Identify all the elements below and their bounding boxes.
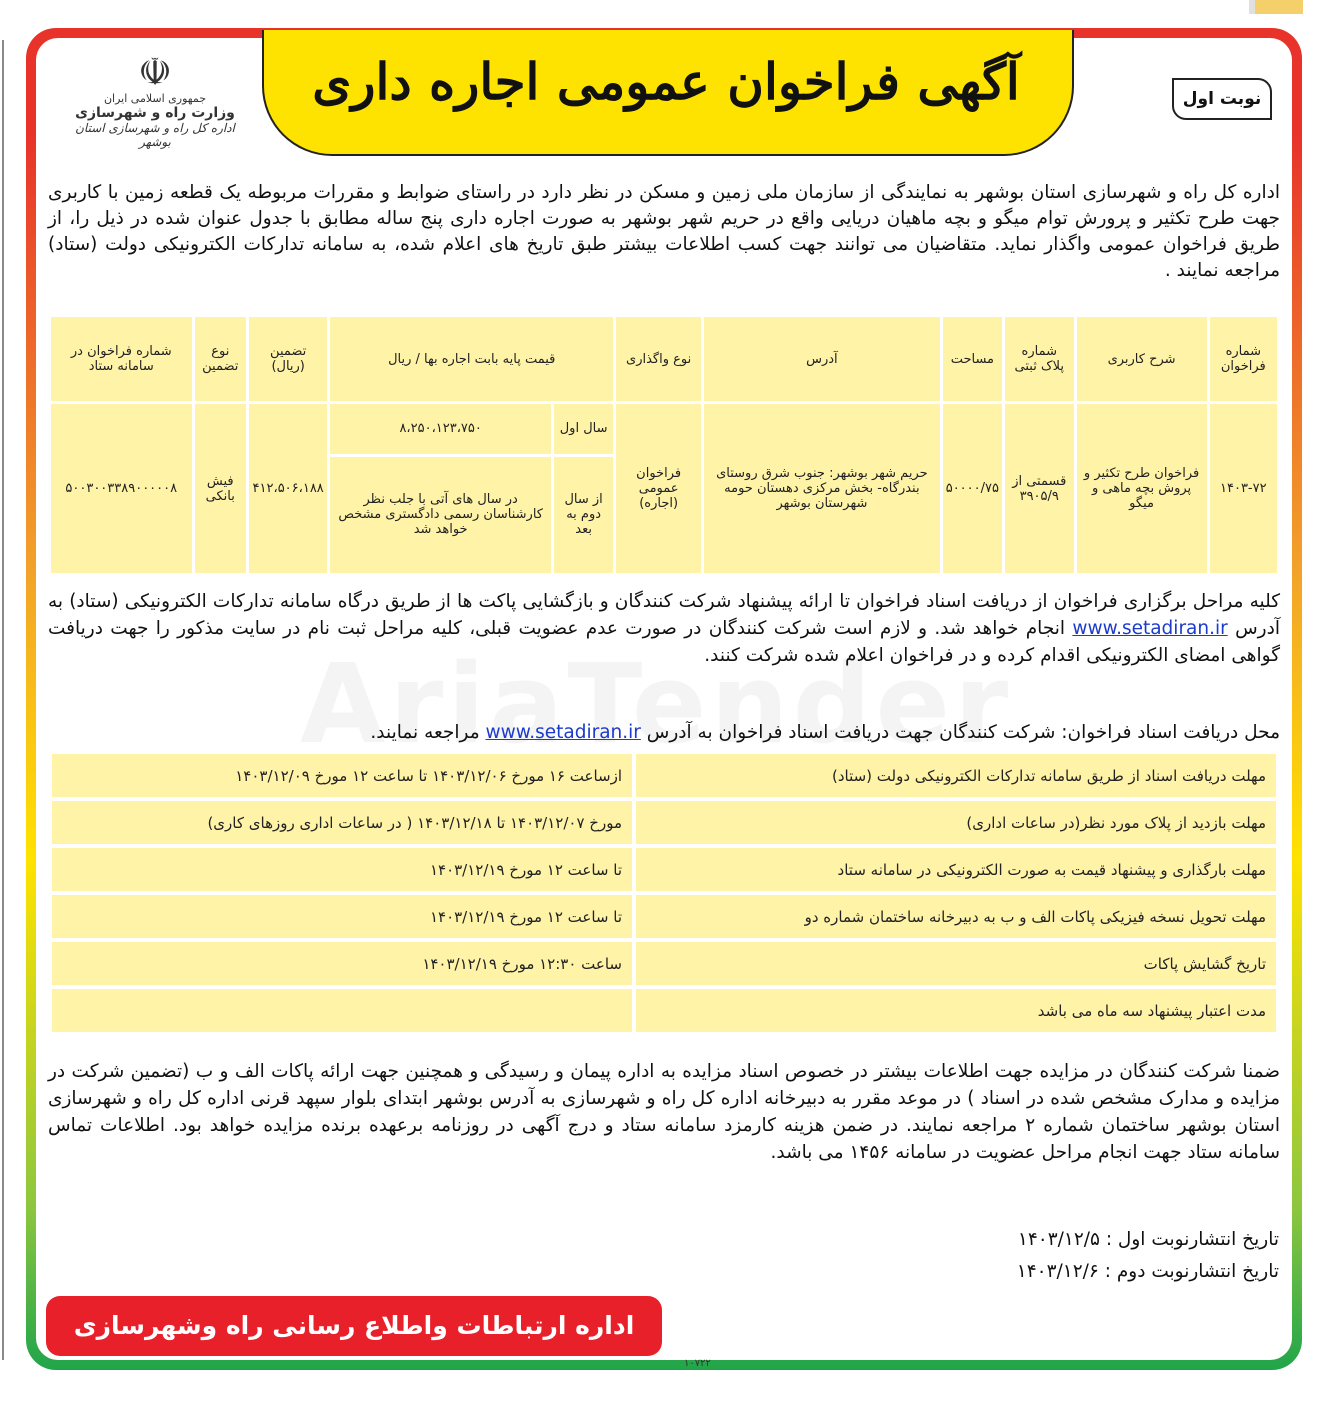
schedule-label: مهلت تحویل نسخه فیزیکی پاکات الف و ب به دبیرخانه ساختمان شماره دو bbox=[634, 893, 1278, 940]
stages-paragraph bbox=[48, 588, 1280, 669]
schedule-label: مهلت بارگذاری و پیشنهاد قیمت به صورت الکترونیکی در سامانه ستاد bbox=[634, 846, 1278, 893]
publish-dates bbox=[1017, 1224, 1279, 1288]
schedule-label: مهلت بازدید از پلاک مورد نظر(در ساعات اداری) bbox=[634, 799, 1278, 846]
publish-second: تاریخ انتشارنوبت دوم : ۱۴۰۳/۱۲/۶ bbox=[1016, 1261, 1279, 1282]
cell-year2-label: از سال دوم به بعد bbox=[553, 455, 615, 574]
emblem-line3: اداره کل راه و شهرسازی استان بوشهر bbox=[75, 121, 235, 149]
ad-code: ۱۰۷۲۲ bbox=[684, 1358, 711, 1369]
cell-type: فراخوان عمومی (اجاره) bbox=[615, 403, 703, 575]
page-edge-line bbox=[2, 40, 4, 1360]
cell-usage: فراخوان طرح تکثیر و پروش بچه ماهی و میگو bbox=[1075, 403, 1208, 575]
schedule-value: مورخ ۱۴۰۳/۱۲/۰۷ تا ۱۴۰۳/۱۲/۱۸ ( در ساعات اداری روزهای کاری) bbox=[50, 799, 634, 846]
schedule-table bbox=[48, 750, 1280, 1036]
tender-table bbox=[48, 314, 1280, 576]
top-strip bbox=[0, 0, 1323, 18]
cell-year1-label: سال اول bbox=[553, 403, 615, 456]
table-row bbox=[50, 752, 1278, 799]
footer-banner: اداره ارتباطات واطلاع رسانی راه وشهرسازی استان بوشهر bbox=[46, 1296, 662, 1356]
th-usage: شرح کاربری bbox=[1075, 316, 1208, 403]
ministry-emblem bbox=[60, 52, 250, 172]
schedule-label: تاریخ گشایش پاکات bbox=[634, 940, 1278, 987]
cell-plaque: قسمتی از ۳۹۰۵/۹ bbox=[1003, 403, 1075, 575]
table-row bbox=[50, 893, 1278, 940]
setad-link-2[interactable]: www.setadiran.ir bbox=[485, 722, 641, 743]
schedule-label: مهلت دریافت اسناد از طریق سامانه تدارکات الکترونیکی دولت (ستاد) bbox=[634, 752, 1278, 799]
docs-text-b: مراجعه نمایند. bbox=[370, 722, 480, 743]
cell-year1-price: ۸،۲۵۰،۱۲۳،۷۵۰ bbox=[329, 403, 553, 456]
corner-tab bbox=[1249, 0, 1303, 14]
docs-text-a: محل دریافت اسناد فراخوان: شرکت کنندگان جهت دریافت اسناد فراخوان به آدرس bbox=[646, 722, 1280, 743]
emblem-line2: وزارت راه و شهرسازی bbox=[75, 105, 235, 121]
schedule-value: ازساعت ۱۶ مورخ ۱۴۰۳/۱۲/۰۶ تا ساعت ۱۲ مورخ ۱۴۰۳/۱۲/۰۹ bbox=[50, 752, 634, 799]
stages-text-b: انجام خواهد شد. و لازم است شرکت کنندگان در صورت عدم عضویت قبلی، کلیه مراحل ثبت نام در سایت مذکور را جهت دریافت گواهی امضای الکترونیکی اقدام کرده و در فراخوان اعلام شده شرکت کنند. bbox=[48, 618, 1280, 666]
closing-paragraph: ضمنا شرکت کنندگان در مزایده جهت اطلاعات بیشتر در خصوص اسناد مزایده به اداره پیمان و رسیدگی و همچنین جهت ارائه پاکات الف و ب (تضمین شرکت در مزایده و مدارک مشخص شده در اسناد ) در موعد مقرر به دبیرخانه اداره کل راه و شهرسازی به آدرس بوشهر ابتدای بلوار سپهد قرنی اداره کل راه و شهرسازی استان بوشهر ساختمان شماره ۲ مراجعه نمایند. در ضمن هزینه کارمزد سامانه ستاد و درج آگهی در روزنامه برعهده برنده مزایده خواهد بود. اطلاعات تماس سامانه ستاد جهت انجام مراحل عضویت در سامانه ۱۴۵۶ می باشد. bbox=[48, 1061, 1280, 1163]
table-row bbox=[50, 799, 1278, 846]
schedule-value: تا ساعت ۱۲ مورخ ۱۴۰۳/۱۲/۱۹ bbox=[50, 893, 634, 940]
cell-year2-price: در سال های آتی با جلب نظر کارشناسان رسمی دادگستری مشخص خواهد شد bbox=[329, 455, 553, 574]
th-setad: شماره فراخوان در سامانه ستاد bbox=[50, 316, 194, 403]
th-plaque: شماره پلاک ثبتی bbox=[1003, 316, 1075, 403]
th-type: نوع واگذاری bbox=[615, 316, 703, 403]
schedule-value bbox=[50, 987, 634, 1034]
page-title: آگهی فراخوان عمومی اجاره داری bbox=[312, 52, 1020, 111]
intro-paragraph: اداره کل راه و شهرسازی استان بوشهر به نمایندگی از سازمان ملی زمین و مسکن در نظر دارد در راستای ضوابط و مقررات مربوطه یک قطعه زمین با کاربری جهت طرح تکثیر و پرورش توام میگو و بچه ماهیان دریایی واقع در حریم شهر بوشهر به صورت اجاره داری پنج ساله مطابق با جدول عنوان شده در ذیل را، از طریق فراخوان عمومی واگذار نماید. متقاضیان می توانند جهت کسب اطلاعات بیشتر طبق تاریخ های اعلام شده، به سامانه تدارکات الکترونیکی دولت (ستاد) مراجعه نمایند . bbox=[48, 182, 1280, 281]
setad-link[interactable]: www.setadiran.ir bbox=[1072, 618, 1228, 639]
th-area: مساحت bbox=[941, 316, 1003, 403]
table-row bbox=[50, 987, 1278, 1034]
th-number: شماره فراخوان bbox=[1208, 316, 1278, 403]
schedule-label: مدت اعتبار پیشنهاد سه ماه می باشد bbox=[634, 987, 1278, 1034]
th-guarantee: تضمین (ریال) bbox=[248, 316, 329, 403]
turn-badge: نوبت اول bbox=[1172, 78, 1272, 120]
iran-emblem-icon: ☫ bbox=[137, 50, 173, 94]
table-row bbox=[50, 846, 1278, 893]
cell-setad: ۵۰۰۳۰۰۳۳۸۹۰۰۰۰۰۸ bbox=[50, 403, 194, 575]
th-price: قیمت پایه بابت اجاره بها / ریال bbox=[329, 316, 615, 403]
th-address: آدرس bbox=[703, 316, 942, 403]
table-row bbox=[50, 940, 1278, 987]
cell-area: ۵۰۰۰۰/۷۵ bbox=[941, 403, 1003, 575]
cell-number: ۱۴۰۳-۷۲ bbox=[1208, 403, 1278, 575]
table-header-row bbox=[50, 316, 1279, 403]
stages-text-a: کلیه مراحل برگزاری فراخوان از دریافت اسناد فراخوان تا ارائه پیشنهاد شرکت کنندگان و بازگشایی پاکت ها از طریق درگاه سامانه تدارکات الکترونیکی (ستاد) به آدرس bbox=[48, 591, 1280, 639]
publish-first: تاریخ انتشارنوبت اول : ۱۴۰۳/۱۲/۵ bbox=[1017, 1229, 1279, 1250]
cell-guarantee: ۴۱۲،۵۰۶،۱۸۸ bbox=[248, 403, 329, 575]
cell-address: حریم شهر بوشهر: جنوب شرق روستای بندرگاه- بخش مرکزی دهستان حومه شهرستان بوشهر bbox=[703, 403, 942, 575]
table-row bbox=[50, 403, 1279, 456]
emblem-line1: جمهوری اسلامی ایران bbox=[103, 92, 207, 105]
docs-paragraph bbox=[48, 720, 1280, 746]
cell-guarantee-type: فیش بانکی bbox=[193, 403, 248, 575]
schedule-value: ساعت ۱۲:۳۰ مورخ ۱۴۰۳/۱۲/۱۹ bbox=[50, 940, 634, 987]
th-guarantee-type: نوع تضمین bbox=[193, 316, 248, 403]
schedule-value: تا ساعت ۱۲ مورخ ۱۴۰۳/۱۲/۱۹ bbox=[50, 846, 634, 893]
